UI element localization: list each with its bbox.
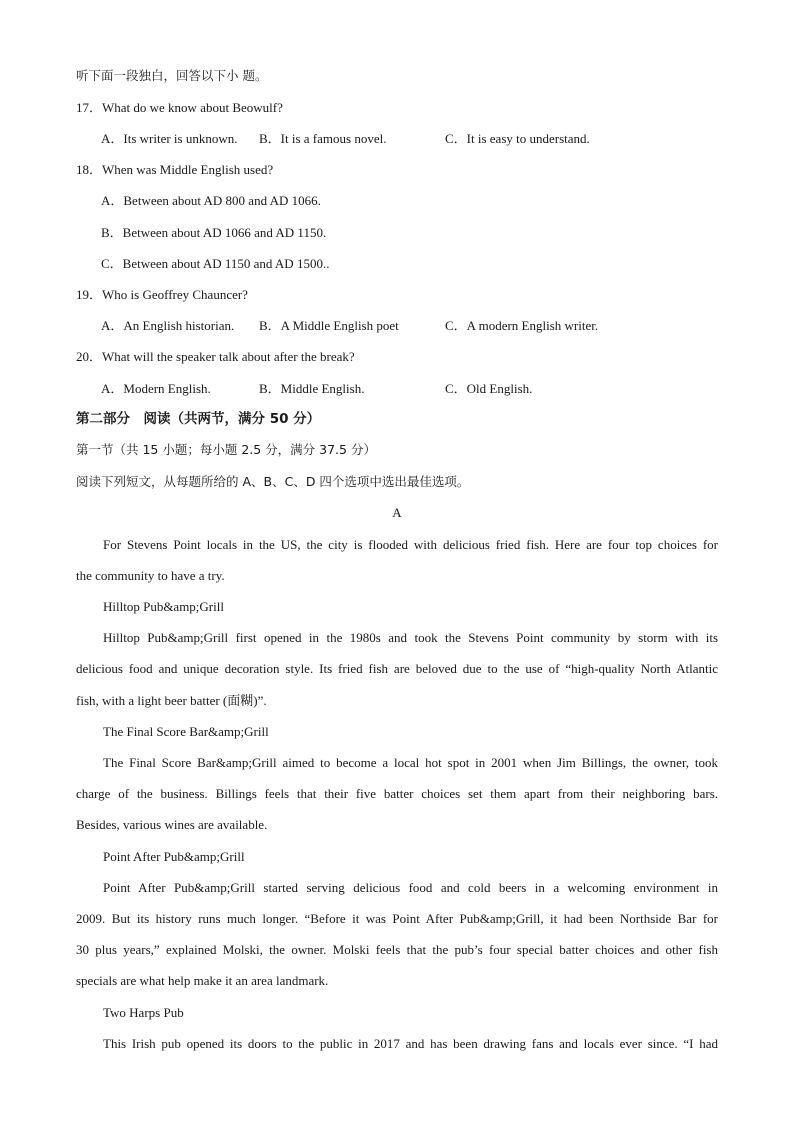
- passage-line: delicious food and unique decoration style. Its fried fish are beloved due to the use of “high-quality North Atlantic: [76, 661, 718, 676]
- question-17-stem: 17．What do we know about Beowulf?: [76, 100, 283, 115]
- question-19-option-a: A．An English historian.: [101, 318, 235, 333]
- passage-heading-final-score: The Final Score Bar&amp;Grill: [103, 724, 269, 739]
- reading-instruction: 阅读下列短文，从每题所给的 A、B、C、D 四个选项中选出最佳选项。: [76, 474, 470, 489]
- question-18-option-a: A．Between about AD 800 and AD 1066.: [101, 193, 321, 208]
- question-17-option-b: B．It is a famous novel.: [259, 131, 387, 146]
- passage-line: Besides, various wines are available.: [76, 817, 268, 832]
- passage-line: For Stevens Point locals in the US, the city is flooded with delicious fried fish. Here are four top choices for: [103, 537, 718, 552]
- part-two-title: 第二部分 阅读（共两节，满分 50 分）: [76, 411, 321, 427]
- question-20-option-a: A．Modern English.: [101, 381, 211, 396]
- question-20-option-c: C．Old English.: [445, 381, 533, 396]
- passage-line: Point After Pub&amp;Grill started serving delicious food and cold beers in a welcoming environment in: [103, 880, 718, 895]
- question-20-option-b: B．Middle English.: [259, 381, 365, 396]
- passage-line: fish, with a light beer batter (面糊)”.: [76, 693, 267, 708]
- passage-line: specials are what help make it an area landmark.: [76, 973, 329, 988]
- question-19-stem: 19．Who is Geoffrey Chauncer?: [76, 287, 248, 302]
- question-19-option-b: B．A Middle English poet: [259, 318, 399, 333]
- question-18-option-c: C．Between about AD 1150 and AD 1500..: [101, 256, 330, 271]
- passage-line: Hilltop Pub&amp;Grill first opened in the 1980s and took the Stevens Point community by storm with its: [103, 630, 718, 645]
- question-20-stem: 20．What will the speaker talk about after the break?: [76, 349, 355, 364]
- question-18-option-b: B．Between about AD 1066 and AD 1150.: [101, 225, 327, 240]
- question-18-stem: 18．When was Middle English used?: [76, 162, 274, 177]
- passage-heading-hilltop: Hilltop Pub&amp;Grill: [103, 599, 224, 614]
- passage-line: The Final Score Bar&amp;Grill aimed to become a local hot spot in 2001 when Jim Billings, the owner, took: [103, 755, 718, 770]
- question-17-option-c: C．It is easy to understand.: [445, 131, 590, 146]
- section-one-title: 第一节（共 15 小题；每小题 2.5 分，满分 37.5 分）: [76, 442, 376, 457]
- passage-label: A: [392, 505, 402, 520]
- passage-heading-point-after: Point After Pub&amp;Grill: [103, 849, 245, 864]
- question-17-option-a: A．Its writer is unknown.: [101, 131, 238, 146]
- listening-intro: 听下面一段独白，回答以下小 题。: [76, 68, 268, 83]
- passage-heading-two-harps: Two Harps Pub: [103, 1005, 184, 1020]
- question-19-option-c: C．A modern English writer.: [445, 318, 599, 333]
- passage-line: 30 plus years,” explained Molski, the owner. Molski feels that the pub’s four special batter choices and other fish: [76, 942, 718, 957]
- passage-line: charge of the business. Billings feels that their five batter choices set them apart from their neighboring bars.: [76, 786, 718, 801]
- passage-line: This Irish pub opened its doors to the public in 2017 and has been drawing fans and locals ever since. “I had: [103, 1036, 718, 1051]
- passage-line: 2009. But its history runs much longer. “Before it was Point After Pub&amp;Grill, it had been Northside Bar for: [76, 911, 718, 926]
- passage-line: the community to have a try.: [76, 568, 225, 583]
